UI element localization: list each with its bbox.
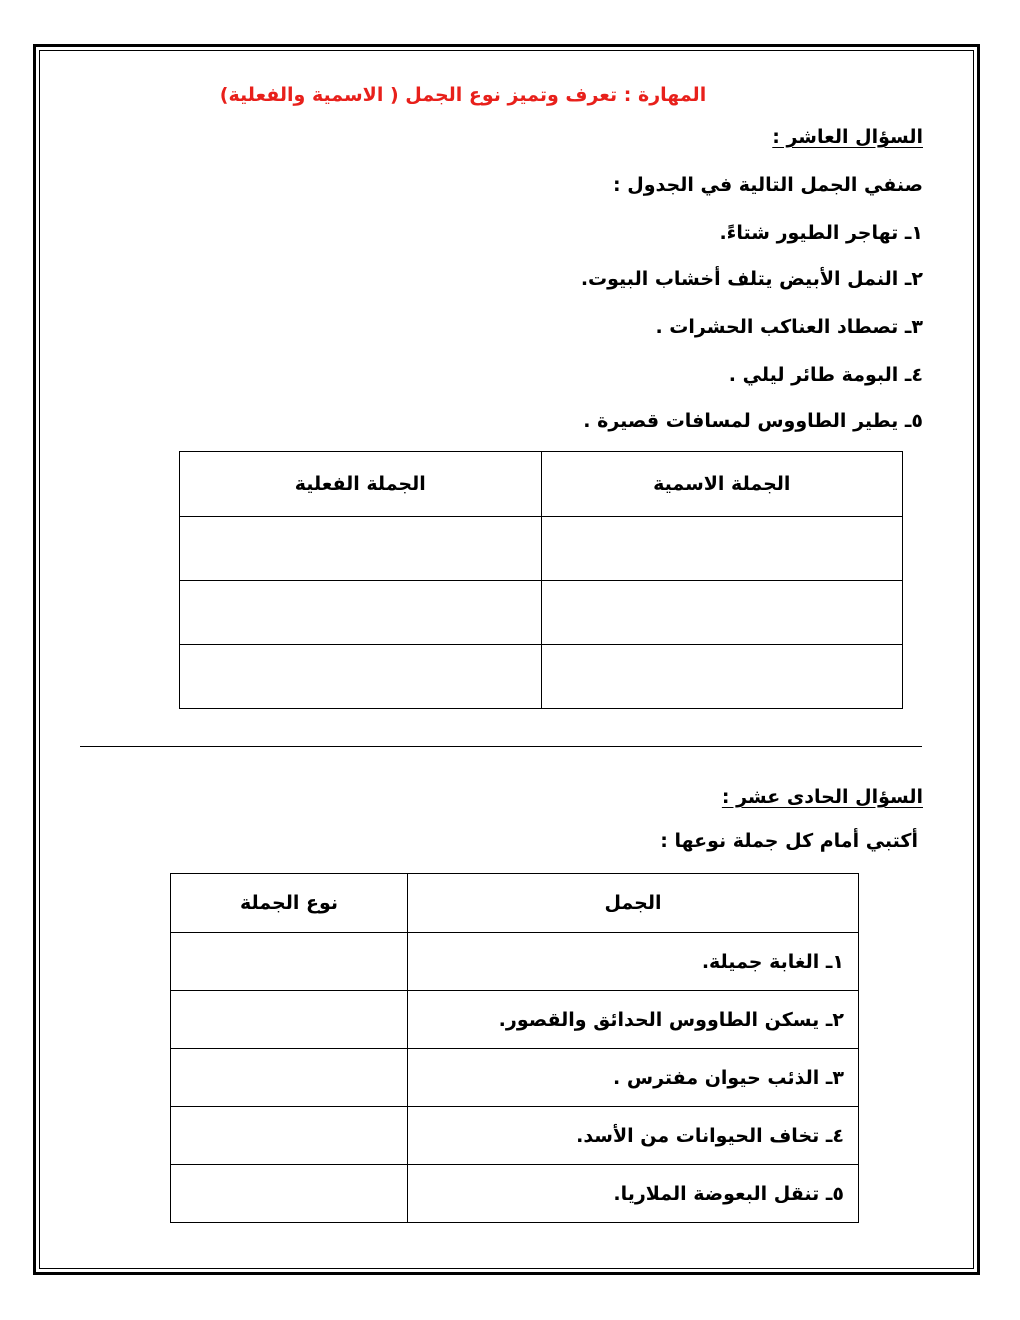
- classification-table: [179, 451, 903, 709]
- sentence-item: ٥ـ يطير الطاووس لمسافات قصيرة .: [583, 410, 923, 432]
- section-divider: [80, 746, 922, 747]
- table-header-row: [171, 874, 859, 933]
- header-nominal-sentence: الجملة الاسمية: [541, 452, 903, 517]
- table-row: [171, 933, 859, 991]
- skill-heading: المهارة : تعرف وتميز نوع الجمل ( الاسمية والفعلية): [219, 84, 707, 106]
- table-row: [171, 991, 859, 1049]
- sentence-cell: ٤ـ تخاف الحيوانات من الأسد.: [408, 1107, 859, 1165]
- sentence-item: ٢ـ النمل الأبيض يتلف أخشاب البيوت.: [580, 268, 923, 290]
- answer-cell[interactable]: [180, 581, 542, 645]
- sentence-item: ٣ـ تصطاد العناكب الحشرات .: [655, 316, 923, 338]
- table-header-row: [180, 452, 903, 517]
- answer-cell[interactable]: [541, 517, 903, 581]
- answer-cell[interactable]: [180, 645, 542, 709]
- question-10-title: السؤال العاشر :: [772, 126, 923, 148]
- table-row: [180, 645, 903, 709]
- question-11-instruction: أكتبي أمام كل جملة نوعها :: [660, 830, 918, 852]
- table-row: [180, 581, 903, 645]
- sentence-item: ١ـ تهاجر الطيور شتاءً.: [719, 222, 923, 244]
- sentence-cell: ١ـ الغابة جميلة.: [408, 933, 859, 991]
- sentence-cell: ٥ـ تنقل البعوضة الملاريا.: [408, 1165, 859, 1223]
- answer-cell[interactable]: [541, 645, 903, 709]
- question-11-title: السؤال الحادى عشر :: [721, 786, 923, 808]
- header-sentences: الجمل: [408, 874, 859, 933]
- sentence-cell: ٣ـ الذئب حيوان مفترس .: [408, 1049, 859, 1107]
- answer-cell[interactable]: [180, 517, 542, 581]
- table-row: [171, 1049, 859, 1107]
- answer-cell[interactable]: [171, 991, 408, 1049]
- sentence-cell: ٢ـ يسكن الطاووس الحدائق والقصور.: [408, 991, 859, 1049]
- answer-cell[interactable]: [171, 1107, 408, 1165]
- table-row: [171, 1107, 859, 1165]
- header-sentence-type: نوع الجملة: [171, 874, 408, 933]
- header-verbal-sentence: الجملة الفعلية: [180, 452, 542, 517]
- table-row: [180, 517, 903, 581]
- table-row: [171, 1165, 859, 1223]
- question-10-instruction: صنفي الجمل التالية في الجدول :: [613, 174, 923, 196]
- sentence-type-table: [170, 873, 859, 1223]
- answer-cell[interactable]: [171, 1049, 408, 1107]
- answer-cell[interactable]: [541, 581, 903, 645]
- answer-cell[interactable]: [171, 1165, 408, 1223]
- sentence-item: ٤ـ البومة طائر ليلي .: [728, 364, 923, 386]
- answer-cell[interactable]: [171, 933, 408, 991]
